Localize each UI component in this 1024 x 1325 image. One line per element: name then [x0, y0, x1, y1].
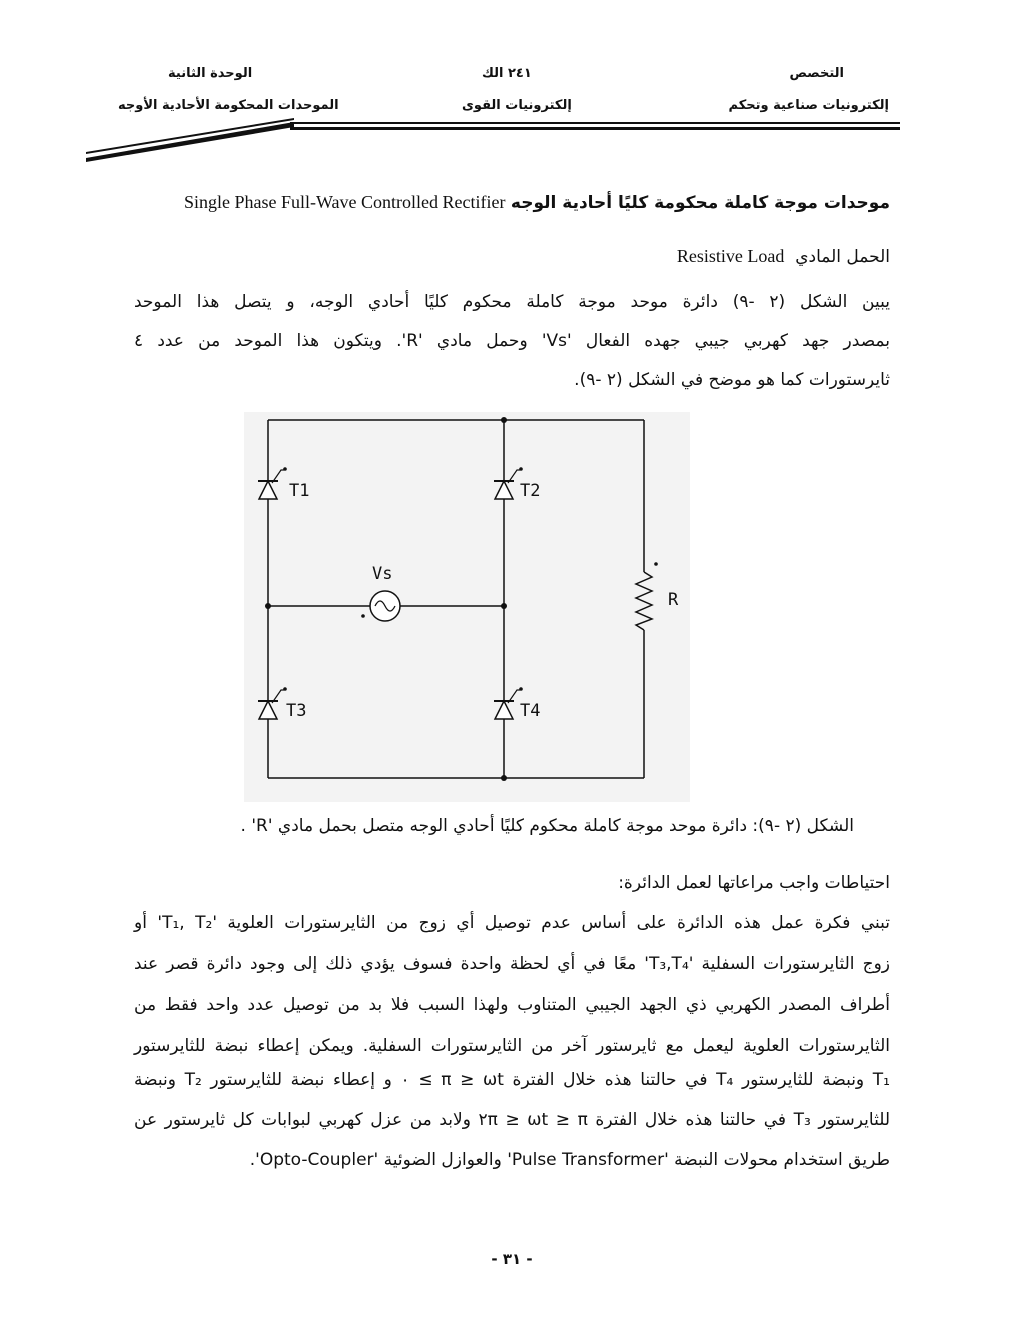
label-r: R	[668, 590, 679, 610]
paragraph-1-line-3: ثايرستورات كما هو موضح في الشكل (٢ -٩).	[574, 370, 890, 390]
label-t2: T2	[520, 481, 541, 501]
circuit-diagram	[244, 412, 690, 802]
label-t3: T3	[286, 701, 307, 721]
header-rule-thick	[290, 127, 900, 130]
header-specialty-value: إلكترونيات صناعية وتحكم	[728, 98, 889, 113]
page-number: - ٣١ -	[491, 1250, 533, 1268]
header-swoosh-decoration	[80, 118, 300, 164]
header-course-name: إلكترونيات القوى	[462, 98, 572, 113]
paragraph-2-line-2: زوج الثايرستورات السفلية 'T₃,T₄' معًا في أي لحظة واحدة فسوف يؤدي ذلك إلى وجود دائرة قصر عند	[134, 954, 890, 974]
section-title	[0, 192, 1024, 213]
diagram-background	[244, 412, 690, 802]
paragraph-1-line-2: بمصدر جهد كهربي جيبي جهده الفعال 'Vs' وحمل مادي 'R'. ويتكون هذا الموحد من عدد ٤	[134, 331, 890, 351]
header-unit-label: الوحدة الثانية	[168, 66, 253, 81]
paragraph-2-line-5: T₁ ونبضة للثايرستور T₄ في حالتنا هذه خلال الفترة π ≥ ωt ≥ ٠ و إعطاء نبضة للثايرستور T₂ ونبضة	[134, 1070, 890, 1090]
paragraph-2-line-3: أطراف المصدر الكهربي ذي الجهد الجيبي المتناوب ولهذا السبب فلا بد من توصيل عدد واحد فقط من	[134, 995, 890, 1015]
paragraph-2-line-7: طريق استخدام محولات النبضة 'Pulse Transformer' والعوازل الضوئية 'Opto-Coupler'.	[249, 1150, 890, 1170]
section-title-english: Single Phase Full-Wave Controlled Rectifier	[184, 192, 506, 212]
section-title-arabic: موحدات موجة كاملة محكومة كليًا أحادية الوجه	[510, 193, 890, 213]
header-unit-name: الموحدات المحكومة الأحادية الأوجه	[118, 98, 339, 113]
paragraph-2-line-4: الثايرستورات العلوية ليعمل مع ثايرستور آخر من الثايرستورات السفلية. ويمكن إعطاء نبضة للثايرستور	[134, 1036, 890, 1056]
label-t4: T4	[520, 701, 541, 721]
label-t1: T1	[289, 481, 310, 501]
label-vs: Vs	[372, 564, 393, 584]
precautions-heading: احتياطات واجب مراعاتها لعمل الدائرة:	[618, 873, 890, 893]
figure-caption: الشكل (٢ -٩): دائرة موحد موجة كاملة محكوم كليًا أحادي الوجه متصل بحمل مادي 'R' .	[240, 816, 854, 836]
section-subtitle-arabic: الحمل المادي	[795, 247, 890, 267]
header-course-code: ٢٤١ الك	[482, 66, 532, 81]
paragraph-1-line-1: يبين الشكل (٢ -٩) دائرة موحد موجة كاملة محكوم كليًا أحادي الوجه، و يتصل هذا الموحد	[134, 292, 890, 312]
header-specialty-label: التخصص	[789, 66, 844, 81]
paragraph-2-line-1: تبني فكرة عمل هذه الدائرة على أساس عدم توصيل أي زوج من الثايرستورات العلوية 'T₁, T₂' أو	[134, 913, 890, 933]
section-subtitle-english: Resistive Load	[676, 246, 785, 266]
section-subtitle	[0, 246, 1024, 267]
paragraph-2-line-6: للثايرستور T₃ في حالتنا هذه خلال الفترة ٢π ≥ ωt ≥ π ولابد من عزل كهربي لبوابات كل ثايرستور عن	[134, 1110, 891, 1130]
header-rule-thin	[290, 122, 900, 124]
